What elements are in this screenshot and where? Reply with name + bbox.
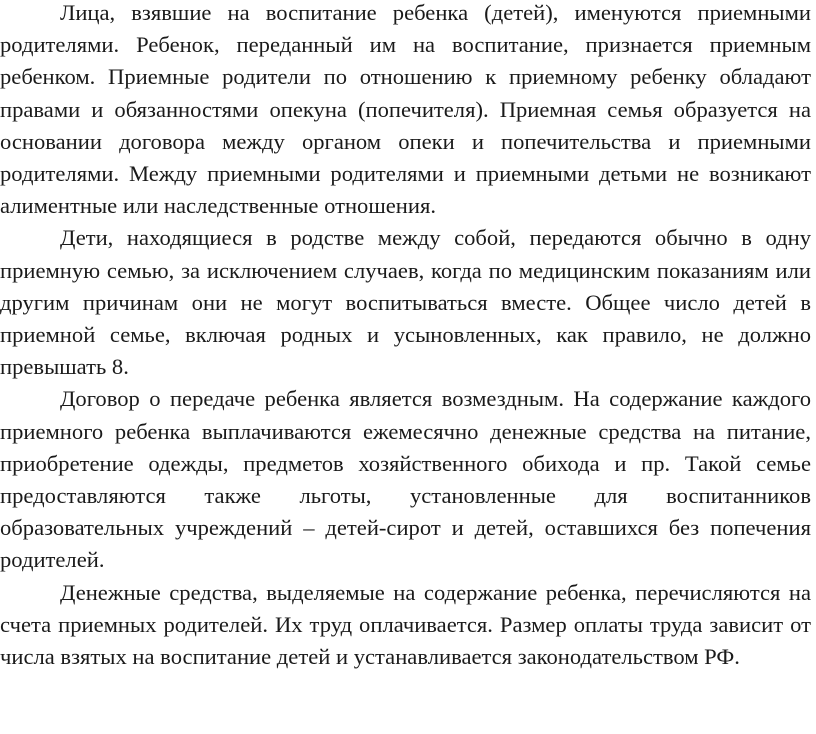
paragraph-1: Лица, взявшие на воспитание ребенка (детей), именуются приемными родителями. Ребенок, переданный им на воспитание, признается приемным ребенком. Приемные родители по отношению к приемному ребенку обладают правами и обязанностями опекуна (попечителя). Приемная семья образуется на основании договора между органом опеки и попечительства и приемными родителями. Между приемными родителями и приемными детьми не возникают алиментные или наследственные отношения. (0, 0, 811, 219)
paragraph-2: Дети, находящиеся в родстве между собой, передаются обычно в одну приемную семью, за исключением случаев, когда по медицинским показаниям или другим причинам они не могут воспитываться вместе. Общее число детей в приемной семье, включая родных и усыновленных, как правило, не должно превышать 8. (0, 225, 811, 380)
paragraph-3: Договор о передаче ребенка является возмездным. На содержание каждого приемного ребенка выплачиваются ежемесячно денежные средства на питание, приобретение одежды, предметов хозяйственного обихода и пр. Такой семье предоставляются также льготы, установленные для воспитанников образовательных учреждений – детей-сирот и детей, оставшихся без попечения родителей. (0, 386, 811, 573)
paragraph-4: Денежные средства, выделяемые на содержание ребенка, перечисляются на счета приемных родителей. Их труд оплачивается. Размер оплаты труда зависит от числа взятых на воспитание детей и устанавливается законодательством РФ. (0, 579, 811, 670)
